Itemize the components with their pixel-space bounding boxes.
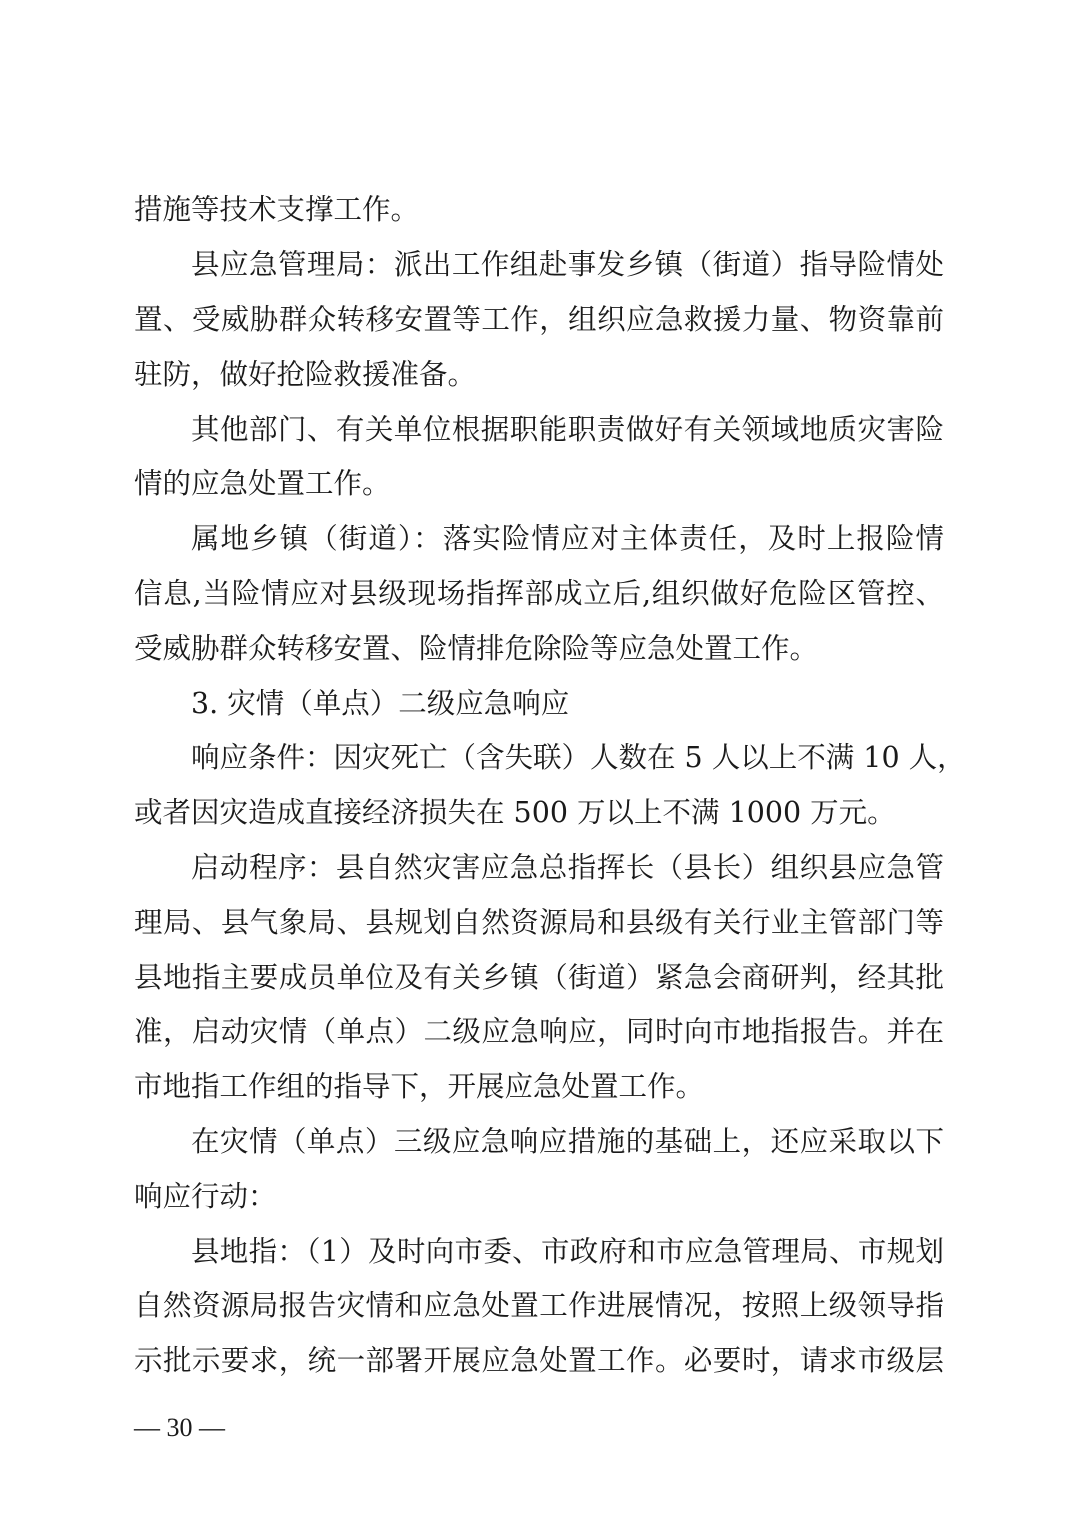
body-text-line: 其他部门、有关单位根据职能职责做好有关领域地质灾害险 (191, 413, 944, 446)
body-text-line: 响应行动： (134, 1180, 277, 1213)
body-text-line: 启动程序：县自然灾害应急总指挥长（县长）组织县应急管 (191, 851, 944, 884)
body-text-line: 示批示要求，统一部署开展应急处置工作。必要时，请求市级层 (134, 1344, 944, 1377)
body-text-line: 受威胁群众转移安置、险情排危除险等应急处置工作。 (134, 632, 819, 665)
body-text-line: 县地指：（1）及时向市委、市政府和市应急管理局、市规划 (191, 1235, 944, 1268)
body-text-line: 准，启动灾情（单点）二级应急响应，同时向市地指报告。并在 (134, 1015, 944, 1048)
body-text-line: 置、受威胁群众转移安置等工作，组织应急救援力量、物资靠前 (134, 303, 944, 336)
body-text-line: 情的应急处置工作。 (134, 467, 391, 500)
body-text-line: 在灾情（单点）三级应急响应措施的基础上，还应采取以下 (191, 1125, 944, 1158)
body-text-line: 驻防，做好抢险救援准备。 (134, 358, 477, 391)
body-text-line: 县应急管理局：派出工作组赴事发乡镇（街道）指导险情处 (191, 248, 944, 281)
page-number: — 30 — (134, 1413, 225, 1442)
body-text-line: 或者因灾造成直接经济损失在 500 万以上不满 1000 万元。 (134, 796, 896, 829)
section-heading: 3. 灾情（单点）二级应急响应 (191, 687, 570, 720)
body-text-line: 市地指工作组的指导下，开展应急处置工作。 (134, 1070, 705, 1103)
body-text-line: 响应条件：因灾死亡（含失联）人数在 5 人以上不满 10 人， (191, 741, 966, 774)
body-text-line: 属地乡镇（街道）：落实险情应对主体责任，及时上报险情 (191, 522, 944, 555)
body-text-line: 理局、县气象局、县规划自然资源局和县级有关行业主管部门等 (134, 906, 944, 939)
body-text-line: 措施等技术支撑工作。 (134, 193, 420, 226)
body-text-line: 县地指主要成员单位及有关乡镇（街道）紧急会商研判，经其批 (134, 961, 944, 994)
body-text-line: 自然资源局报告灾情和应急处置工作进展情况，按照上级领导指 (134, 1289, 944, 1322)
body-text-line: 信息,当险情应对县级现场指挥部成立后,组织做好危险区管控、 (134, 577, 944, 610)
